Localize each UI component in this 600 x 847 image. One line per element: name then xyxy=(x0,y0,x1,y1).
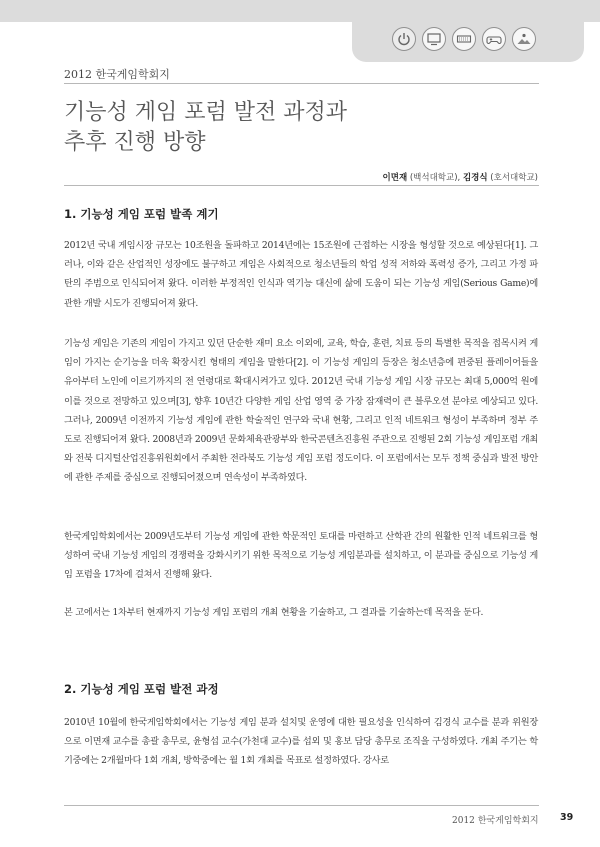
author-name: 김경식 xyxy=(462,173,488,183)
body-paragraph: 2012년 국내 게임시장 규모는 10조원을 돌파하고 2014년에는 15조원에 근접하는 시장을 형성할 것으로 예상된다[1]. 그러나, 이와 같은 산업적인 성장에도 불구하고 게임은 사회적으로 청소년들의 학업 성적 저하와 폭력성 증가, 그리고 가정 파탄의 주범으로 인식되어져 왔다. 이러한 부정적인 인식과 역기능 대신에 삶에 도움이 되는 기능성 게임(Serious Game)에 관한 개발 시도가 진행되어져 왔다. xyxy=(64,240,538,309)
top-band xyxy=(0,0,600,22)
body-paragraph: 2010년 10월에 한국게임학회에서는 기능성 게임 분과 설치및 운영에 대한 필요성을 인식하여 김경식 교수를 분과 위원장으로 이면재 교수를 총괄 총무로, 윤형섭 교수(가천대 교수)를 섭외 및 홍보 담당 총무로 조직을 구성하였다. 개최 주기는 학기중에는 2개월마다 1회 개최, 방학중에는 월 1회 개최를 목표로 설정하였다. 강사로 xyxy=(64,717,538,767)
conference-label: 2012 한국게임학회지 xyxy=(64,68,170,81)
icon-bar xyxy=(352,22,584,62)
title-line-1: 기능성 게임 포럼 발전 과정과 xyxy=(64,100,347,125)
section-heading: 2. 기능성 게임 포럼 발전 과정 xyxy=(64,682,219,696)
author-name: 이면재 xyxy=(382,173,408,183)
section-heading: 1. 기능성 게임 포럼 발족 계기 xyxy=(64,207,219,221)
footer-rule xyxy=(64,805,539,806)
power-icon xyxy=(392,27,416,51)
body-paragraph: 한국게임학회에서는 2009년도부터 기능성 게임에 관한 학문적인 토대를 마련하고 산학관 간의 원활한 인적 네트워크를 형성하여 국내 기능성 게임의 경쟁력을 강화시키기 위한 목적으로 기능성 게임분과를 설치하고, 이 분과를 중심으로 기능성 게임 포럼을 17차에 걸쳐서 진행해 왔다. xyxy=(64,531,538,581)
article-title xyxy=(64,98,347,158)
gamepad-icon xyxy=(482,27,506,51)
header-rule xyxy=(64,83,539,84)
page-number: 39 xyxy=(560,812,574,823)
body-paragraph: 본 고에서는 1차부터 현재까지 기능성 게임 포럼의 개최 현황을 기술하고, 그 결과를 기술하는데 목적을 둔다. xyxy=(64,607,484,618)
title-line-2: 추후 진행 방향 xyxy=(64,130,206,155)
keyboard-icon xyxy=(452,27,476,51)
author-affiliation: (호서대학교) xyxy=(490,173,538,183)
monitor-icon xyxy=(422,27,446,51)
authors xyxy=(383,171,538,183)
author-affiliation: (백석대학교), xyxy=(409,173,461,183)
body-paragraph: 기능성 게임은 기존의 게임이 가지고 있던 단순한 재미 요소 이외에, 교육, 학습, 훈련, 치료 등의 특별한 목적을 접목시켜 게임이 가지는 순기능을 더욱 확장시킨 형태의 게임을 말한다[2]. 이 기능성 게임의 등장은 청소년층에 편중된 플레이어들을 유아부터 노인에 이르기까지의 전 연령대로 확대시켜가고 있다. 2012년 국내 기능성 게임 시장 규모는 최대 5,000억 원에 이를 것으로 전망하고 있으며[3], 향후 10년간 다양한 게임 산업 영역 중 가장 잠재력이 큰 블루오션 분야로 예상되고 있다. 그러나, 2009년 이전까지 기능성 게임에 관한 학술적인 연구와 국내 현황, 그리고 인적 네트워크 형성이 부족하며 정부 주도로 진행되어져 왔다. 2008년과 2009년 문화체육관광부와 한국콘텐츠진흥원 주관으로 진행된 2회 기능성 게임포럼 개최와 전북 디지털산업진흥위원회에서 주최한 전라북도 기능성 게임 포럼 정도이다. 이 포럼에서는 모두 정책 중심과 발전 방안에 관한 주제를 중심으로 진행되어졌으며 연속성이 부족하였다. xyxy=(64,338,538,484)
author-rule xyxy=(64,185,539,186)
landscape-icon xyxy=(512,27,536,51)
footer-journal: 2012 한국게임학회지 xyxy=(452,816,539,826)
